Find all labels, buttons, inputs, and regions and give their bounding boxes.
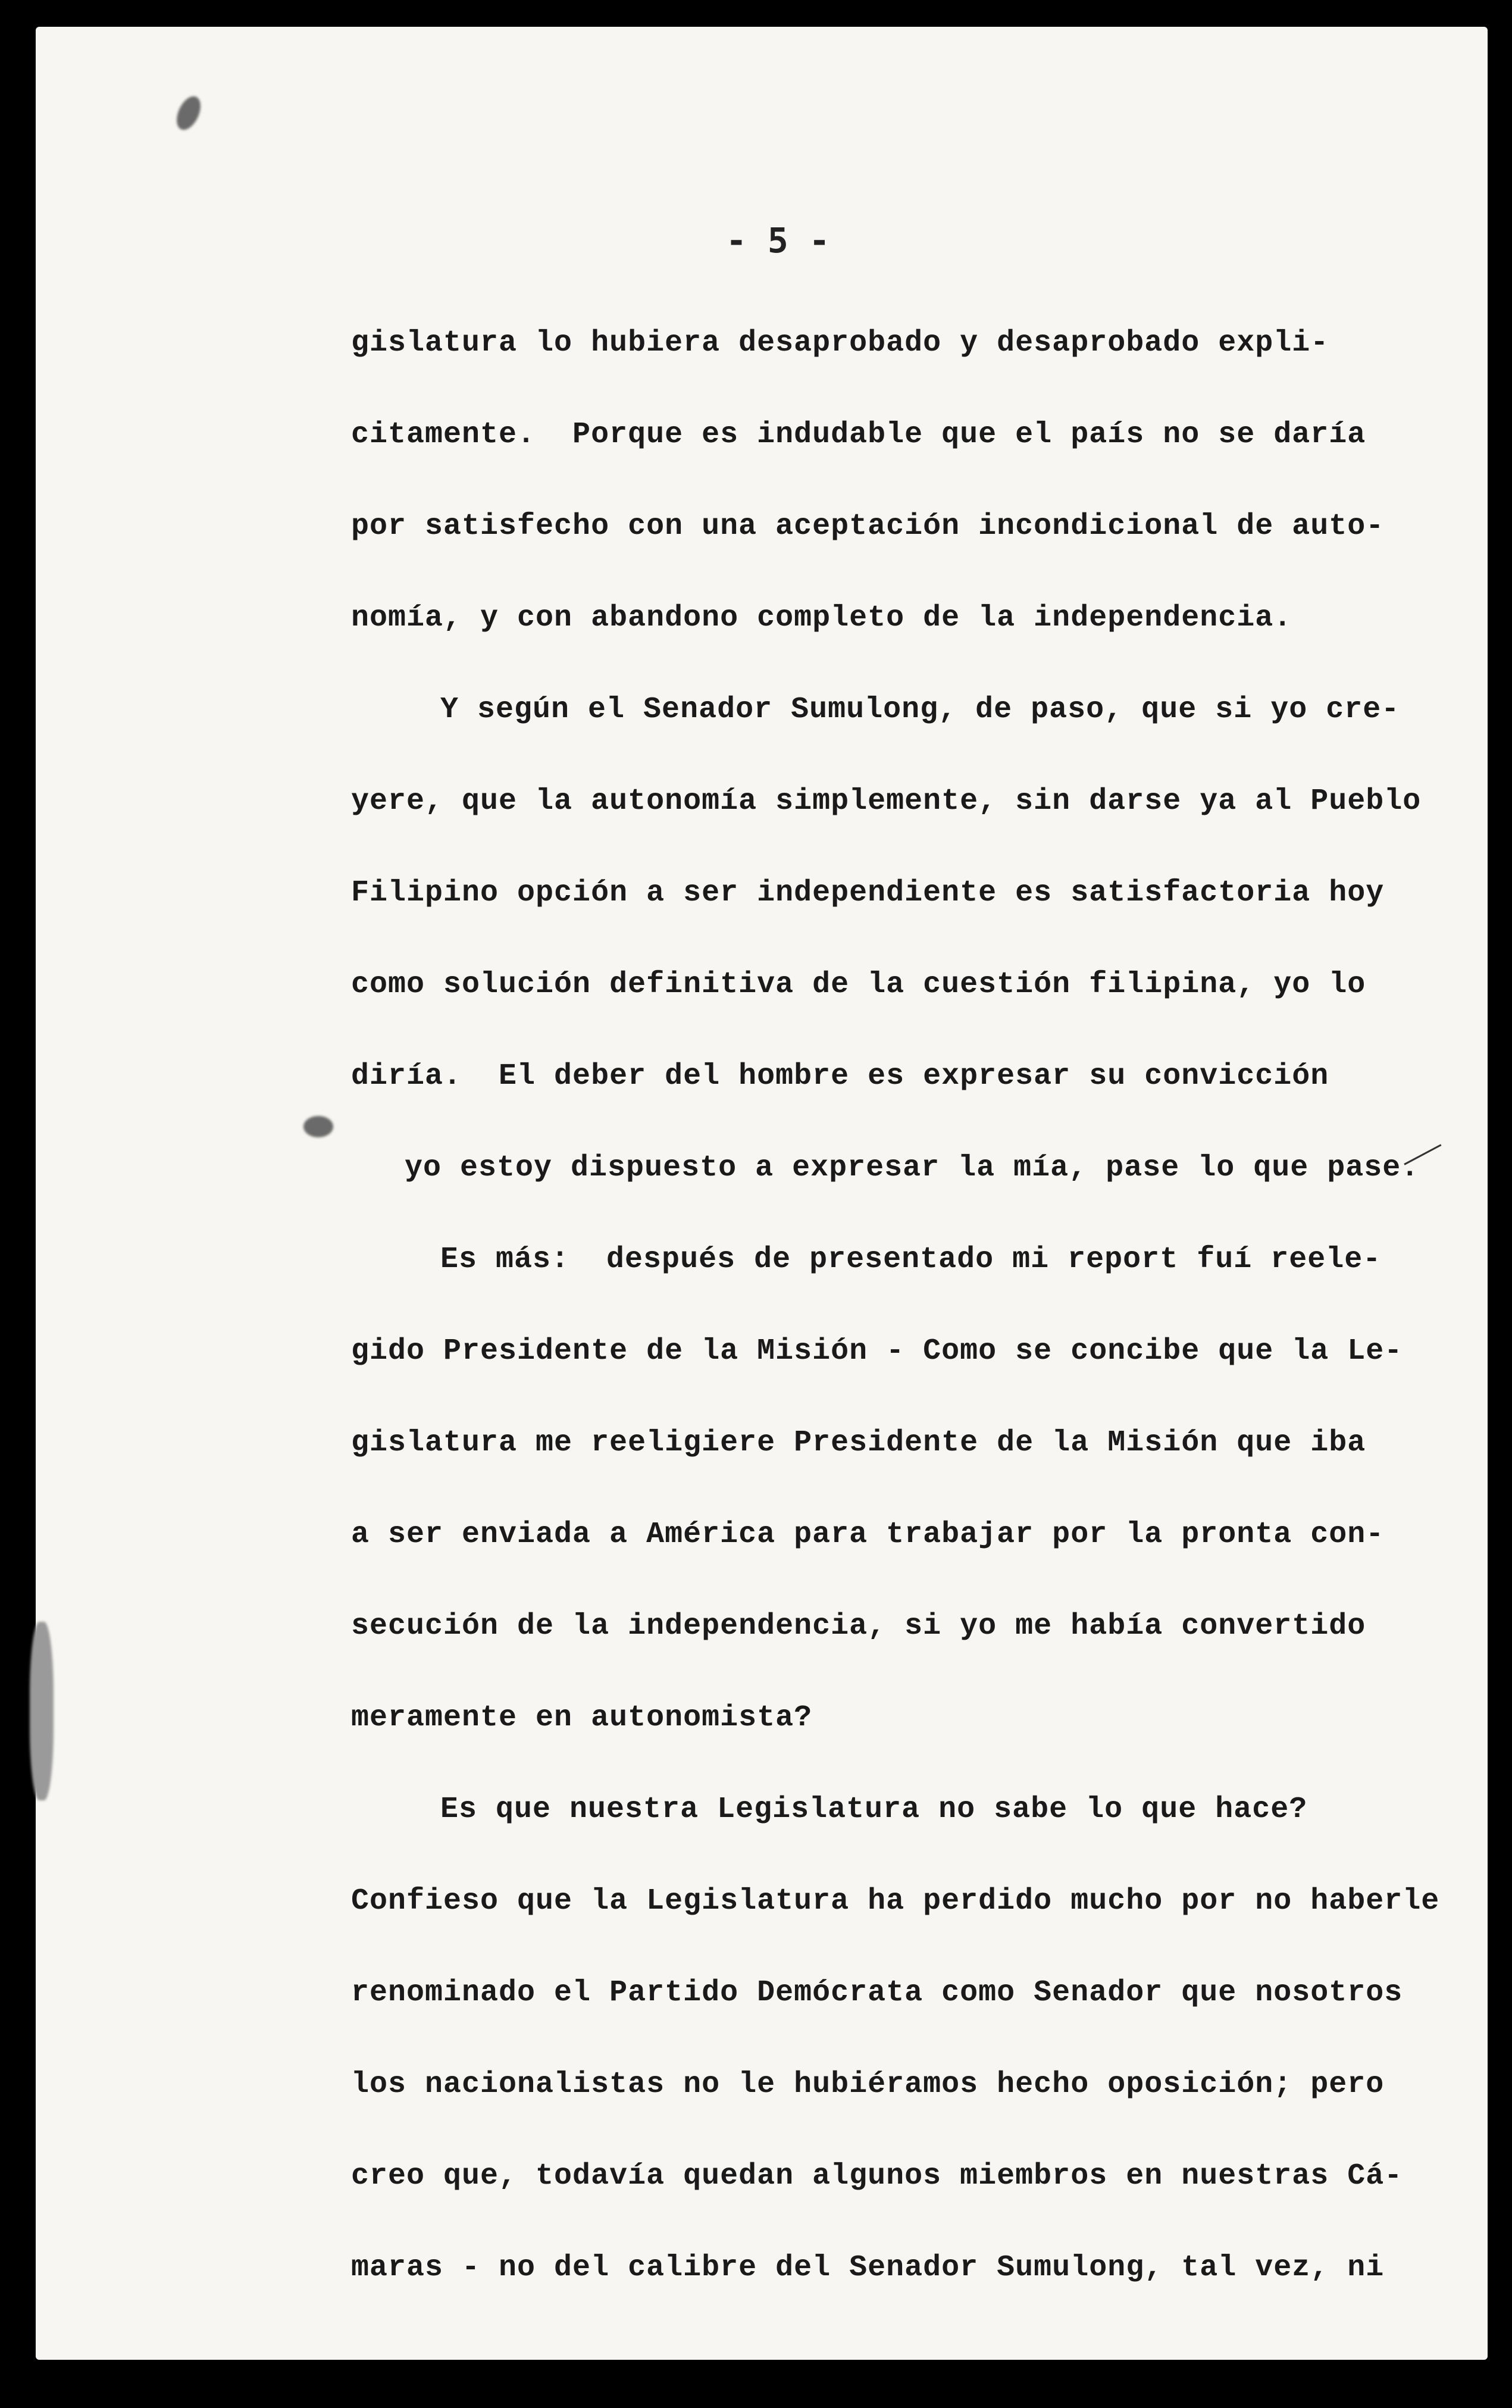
text-line: Confieso que la Legislatura ha perdido mucho por no haberle [351, 1884, 1440, 1918]
text-line: gislatura lo hubiera desaprobado y desaprobado expli- [351, 326, 1329, 360]
text-line: creo que, todavía quedan algunos miembros en nuestras Cá- [351, 2159, 1403, 2193]
text-line: Filipino opción a ser independiente es satisfactoria hoy [351, 876, 1385, 910]
text-line: a ser enviada a América para trabajar por la pronta con- [351, 1518, 1385, 1552]
text-line: Es más: después de presentado mi report fuí reele- [440, 1243, 1382, 1277]
text-line: citamente. Porque es indudable que el país no se daría [351, 418, 1366, 452]
text-line: los nacionalistas no le hubiéramos hecho oposición; pero [351, 2068, 1385, 2101]
document-page [36, 27, 1488, 2360]
ink-smudge [172, 93, 205, 134]
text-line: yo estoy dispuesto a expresar la mía, pase lo que pase. [405, 1151, 1420, 1185]
text-line: diría. El deber del hombre es expresar su convicción [351, 1059, 1329, 1093]
body-text [351, 298, 1464, 2314]
text-line: meramente en autonomista? [351, 1701, 813, 1735]
text-line: gislatura me reeligiere Presidente de la Misión que iba [351, 1426, 1366, 1460]
text-line: por satisfecho con una aceptación incondicional de auto- [351, 509, 1385, 543]
text-line: gido Presidente de la Misión - Como se concibe que la Le- [351, 1334, 1403, 1368]
text-line: Y según el Senador Sumulong, de paso, que si yo cre- [440, 693, 1400, 727]
text-line: como solución definitiva de la cuestión filipina, yo lo [351, 968, 1366, 1002]
page-edge-mark [30, 1622, 54, 1800]
page-number: - 5 - [726, 220, 830, 261]
text-line: yere, que la autonomía simplemente, sin darse ya al Pueblo [351, 784, 1422, 818]
text-line: Es que nuestra Legislatura no sabe lo que hace? [440, 1793, 1308, 1827]
text-line: maras - no del calibre del Senador Sumulong, tal vez, ni [351, 2251, 1385, 2285]
ink-smudge [303, 1116, 333, 1137]
text-line: secución de la independencia, si yo me había convertido [351, 1609, 1366, 1643]
text-line: nomía, y con abandono completo de la independencia. [351, 601, 1292, 635]
text-line: renominado el Partido Demócrata como Senador que nosotros [351, 1976, 1403, 2010]
